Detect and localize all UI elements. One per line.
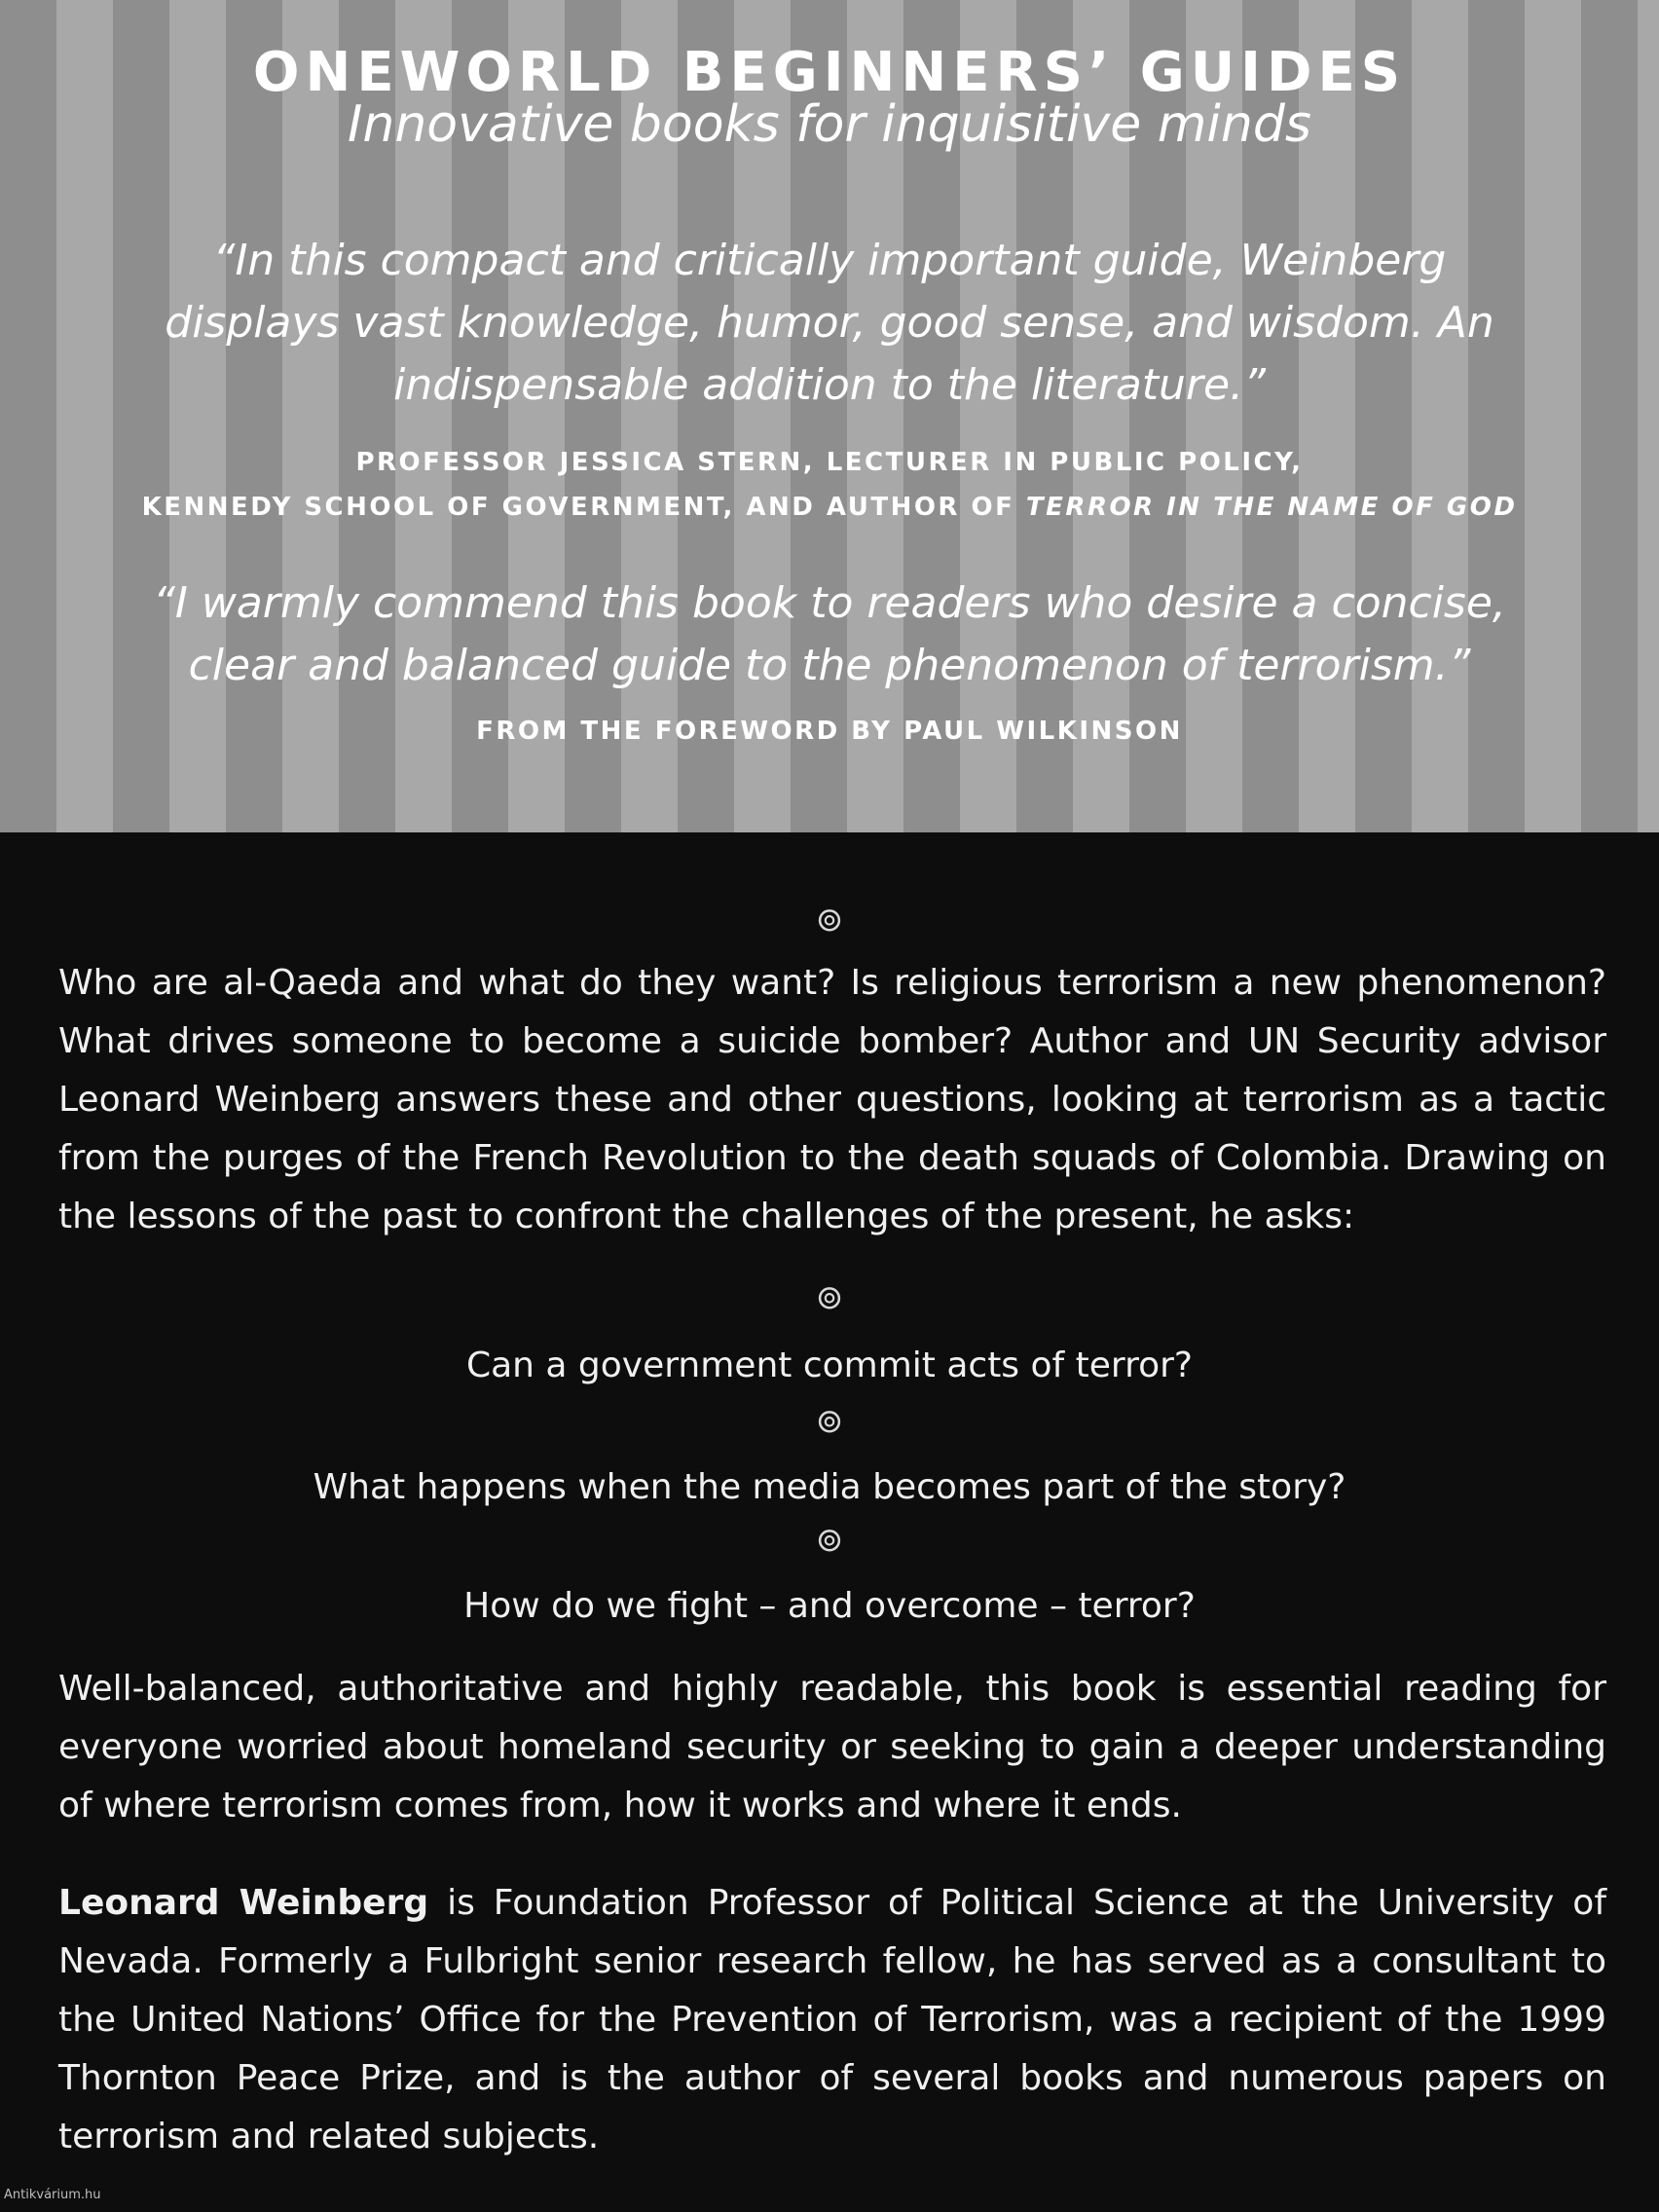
endorsement-attribution-wilkinson: FROM THE FOREWORD BY PAUL WILKINSON (476, 717, 1183, 746)
author-bio (58, 1874, 1606, 2166)
blurb-panel (0, 832, 1659, 2212)
series-tagline: Innovative books for inquisitive minds (348, 95, 1311, 154)
ornament-icon: ⊚ (815, 1402, 844, 1441)
series-title: ONEWORLD BEGINNERS’ GUIDES (252, 41, 1407, 104)
author-name: Leonard Weinberg (58, 1883, 429, 1923)
endorsement-quote-stern: “In this compact and critically important guide, Weinberg displays vast knowledge, humor, good sense, and wisdom. An indispensable addition to the literature.” (165, 236, 1494, 410)
book-title: TERROR IN THE NAME OF GOD (1025, 493, 1518, 522)
endorsement-attribution-stern (97, 440, 1562, 530)
blurb-question: How do we fight – and overcome – terror? (463, 1586, 1196, 1626)
blurb-question: What happens when the media becomes part of the story? (313, 1467, 1346, 1507)
blurb-intro: Who are al-Qaeda and what do they want? Is religious terrorism a new phenomenon? What drives someone to become a suicide bomber? Author and UN Security advisor Leonard Weinberg answers these and other questions, looking at terrorism as a tactic from the purges of the French Revolution to the death squads of Colombia. Drawing on the lessons of the past to confront the challenges of the present, he asks: (58, 963, 1606, 1236)
watermark: Antikvárium.hu (4, 2188, 101, 2202)
ornament-icon: ⊚ (815, 1278, 844, 1317)
attribution-line (97, 485, 1562, 530)
blurb-question: Can a government commit acts of terror? (465, 1346, 1194, 1385)
attribution-prefix: KENNEDY SCHOOL OF GOVERNMENT, AND AUTHOR OF (141, 493, 1026, 522)
endorsement-quote-wilkinson: “I warmly commend this book to readers who desire a concise, clear and balanced guide to the phenomenon of terrorism.” (153, 578, 1506, 690)
ornament-icon: ⊚ (815, 1521, 844, 1560)
blurb-summary: Well-balanced, authoritative and highly readable, this book is essential reading for everyone worried about homeland security or seeking to gain a deeper understanding of where terrorism comes from, how it works and where it ends. (58, 1669, 1606, 1825)
author-bio-text: is Foundation Professor of Political Science at the University of Nevada. Formerly a Fulbright senior research fellow, he has served as a consultant to the United Nations’ Office for the Prevention of Terrorism, was a recipient of the 1999 Thornton Peace Prize, and is the author of several books and numerous papers on terrorism and related subjects. (58, 1883, 1606, 2157)
attribution-line: PROFESSOR JESSICA STERN, LECTURER IN PUBLIC POLICY, (355, 448, 1304, 477)
ornament-icon: ⊚ (815, 901, 844, 940)
endorsement-panel (0, 0, 1659, 832)
